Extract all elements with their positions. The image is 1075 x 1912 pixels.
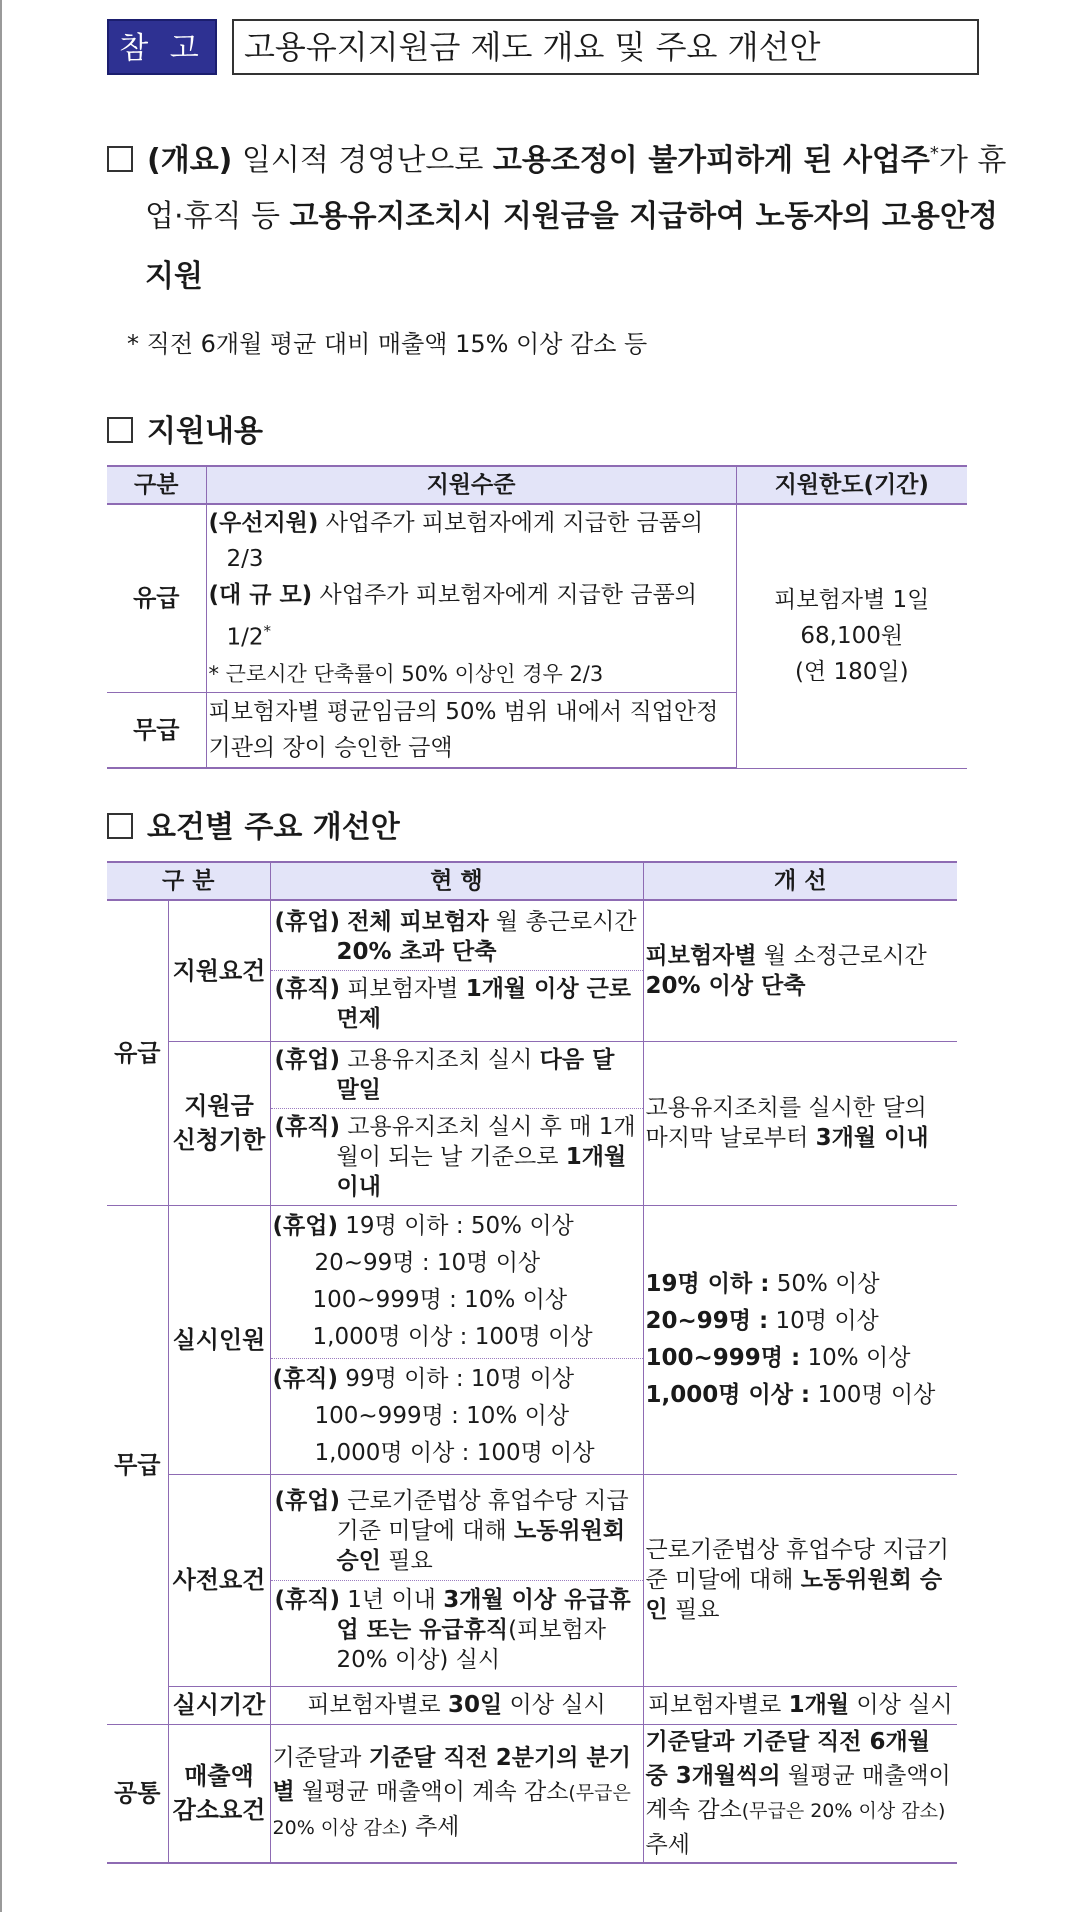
sales-label: 매출액 감소요건 [168,1724,270,1863]
deadline-label: 지원금 신청기한 [168,1041,270,1205]
unpaid-label: 무급 [107,692,206,768]
improve-section-title: 요건별 주요 개선안 [107,798,400,858]
checkbox-icon [107,813,133,839]
period-improved: 피보험자별로 1개월 이상 실시 [643,1686,957,1724]
overview-line-2: 업·휴직 등 고용유지조치시 지원금을 지급하여 노동자의 고용안정 [145,199,998,234]
support-section-title: 지원내용 [107,402,263,462]
staff-current: (휴업) 19명 이하 : 50% 이상 20~99명 : 10명 이상 100~999명 : 10% 이상 1,000명 이상 : 100명 이상 (휴직) 99명 이하 : 10명 이상 100~999명 : 10% 이상 1,000명 이상 : 100명 이상 [270,1205,643,1474]
req-improved: 피보험자별 월 소정근로시간 20% 이상 단축 [643,900,957,1041]
req-current: (휴업) 전체 피보험자 월 총근로시간 20% 초과 단축 (휴직) 피보험자별 1개월 이상 근로 면제 [270,900,643,1041]
staff-improved: 19명 이하 : 50% 이상 20~99명 : 10명 이상 100~999명 : 10% 이상 1,000명 이상 : 100명 이상 [643,1205,957,1474]
paid-label: 유급 [107,504,206,692]
unpaid-level: 피보험자별 평균임금의 50% 범위 내에서 직업안정기관의 장이 승인한 금액 [206,692,736,768]
overview-line-1: (개요) 일시적 경영난으로 고용조정이 불가피하게 된 사업주*가 휴 [107,124,1006,191]
checkbox-icon [107,146,133,172]
overview-line-3: 지원 [145,259,203,294]
overview-note: * 직전 6개월 평균 대비 매출액 15% 이상 감소 등 [127,330,648,358]
col-division: 구 분 [107,862,270,900]
improve-table [107,861,957,1864]
req-label: 지원요건 [168,900,270,1041]
period-label: 실시기간 [168,1686,270,1724]
support-limit: 피보험자별 1일 68,100원 (연 180일) [736,504,967,768]
sales-current: 기준달과 기준달 직전 2분기의 분기별 월평균 매출액이 계속 감소(무급은 20% 이상 감소) 추세 [270,1724,643,1863]
unpaid-group-label: 무급 [107,1205,168,1724]
sales-improved: 기준달과 기준달 직전 6개월 중 3개월씩의 월평균 매출액이 계속 감소(무급은 20% 이상 감소) 추세 [643,1724,957,1863]
col-current: 현 행 [270,862,643,900]
staff-label: 실시인원 [168,1205,270,1474]
deadline-current: (휴업) 고용유지조치 실시 다음 달 말일 (휴직) 고용유지조치 실시 후 매 1개월이 되는 날 기준으로 1개월 이내 [270,1041,643,1205]
col-improved: 개 선 [643,862,957,900]
paid-level: (우선지원) 사업주가 피보험자에게 지급한 금품의 2/3 (대 규 모) 사업주가 피보험자에게 지급한 금품의 1/2* * 근로시간 단축률이 50% 이상인 경우 2/3 [206,504,736,692]
page-edge [0,0,2,1912]
page-title: 고용유지지원금 제도 개요 및 주요 개선안 [232,19,979,75]
prior-current: (휴업) 근로기준법상 휴업수당 지급기준 미달에 대해 노동위원회 승인 필요 (휴직) 1년 이내 3개월 이상 유급휴업 또는 유급휴직(피보험자 20% 이상) 실시 [270,1474,643,1686]
col-level: 지원수준 [206,466,736,504]
checkbox-icon [107,417,133,443]
paid-group-label: 유급 [107,900,168,1205]
deadline-improved: 고용유지조치를 실시한 달의 마지막 날로부터 3개월 이내 [643,1041,957,1205]
col-limit: 지원한도(기간) [736,466,967,504]
prior-improved: 근로기준법상 휴업수당 지급기준 미달에 대해 노동위원회 승인 필요 [643,1474,957,1686]
reference-tag: 참 고 [107,19,217,75]
period-current: 피보험자별로 30일 이상 실시 [270,1686,643,1724]
prior-label: 사전요건 [168,1474,270,1686]
col-category: 구분 [107,466,206,504]
common-group-label: 공통 [107,1724,168,1863]
support-table [107,465,967,769]
